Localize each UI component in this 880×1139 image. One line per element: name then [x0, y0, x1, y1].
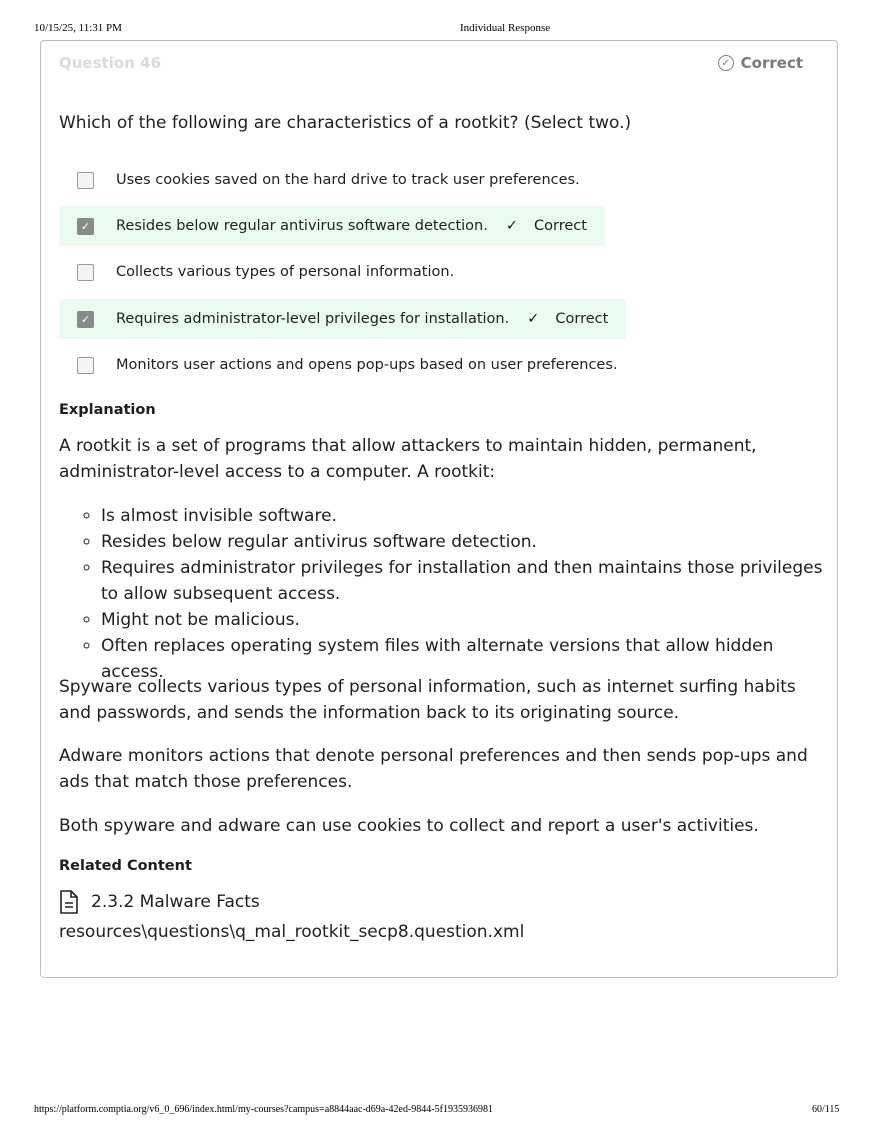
print-url: https://platform.comptia.org/v6_0_696/index.html/my-courses?campus=a8844aac-d69a-42ed-9844-5f1935936981 [34, 1104, 493, 1115]
option-feedback: Correct [534, 218, 587, 234]
page-number: 60/115 [812, 1104, 840, 1115]
print-datetime: 10/15/25, 11:31 PM [34, 22, 122, 34]
status-badge [718, 54, 803, 72]
option-feedback: Correct [555, 311, 609, 327]
checkbox-checked[interactable]: ✓ [77, 218, 94, 235]
option-label: Uses cookies saved on the hard drive to track user preferences. [116, 172, 580, 188]
option-label: Collects various types of personal information. [116, 264, 455, 280]
checkbox[interactable] [77, 172, 94, 189]
explanation-spyware: Spyware collects various types of personal information, such as internet surfing habits and passwords, and sends the information back to its originating source. [59, 677, 796, 723]
checkbox-checked[interactable]: ✓ [77, 311, 94, 328]
related-heading: Related Content [59, 858, 192, 874]
list-item: ◦ Is almost invisible software. [101, 503, 831, 529]
print-title: Individual Response [460, 22, 551, 34]
list-item: ◦ Requires administrator privileges for installation and then maintains those privileges to allow subsequent access. [101, 555, 831, 607]
explanation-heading: Explanation [59, 402, 156, 418]
explanation-adware: Adware monitors actions that denote personal preferences and then sends pop-ups and ads that match those preferences. [59, 746, 808, 792]
option-3[interactable] [59, 252, 472, 292]
list-item: ◦ Often replaces operating system files with alternate versions that allow hidden access. [101, 633, 831, 685]
question-number: Question 46 [59, 54, 161, 72]
document-icon [59, 889, 79, 915]
option-label: Resides below regular antivirus software detection. [116, 218, 488, 234]
explanation-intro: A rootkit is a set of programs that allow attackers to maintain hidden, permanent, administrator-level access to a computer. A rootkit: [59, 436, 757, 482]
checkmark-icon: ✓ [505, 218, 518, 234]
option-5[interactable] [59, 345, 636, 385]
option-1[interactable] [59, 160, 598, 200]
question-file-path: resources\questions\q_mal_rootkit_secp8.question.xml [59, 922, 525, 942]
option-label: Requires administrator-level privileges for installation. [116, 311, 510, 327]
question-text: Which of the following are characteristics of a rootkit? (Select two.) [59, 113, 632, 133]
explanation-cookies: Both spyware and adware can use cookies to collect and report a user's activities. [59, 816, 759, 836]
related-link-label[interactable]: 2.3.2 Malware Facts [91, 892, 260, 912]
checkbox[interactable] [77, 357, 94, 374]
explanation-list [77, 503, 831, 685]
question-card [40, 40, 838, 978]
checkbox[interactable] [77, 264, 94, 281]
option-2[interactable] [59, 206, 605, 246]
option-4[interactable] [59, 299, 626, 339]
status-label: Correct [740, 54, 803, 72]
list-item: ◦ Might not be malicious. [101, 607, 831, 633]
option-label: Monitors user actions and opens pop-ups based on user preferences. [116, 357, 618, 373]
check-circle-icon: ✓ [718, 55, 734, 71]
list-item: ◦ Resides below regular antivirus software detection. [101, 529, 831, 555]
checkmark-icon: ✓ [527, 311, 540, 327]
related-link[interactable] [59, 889, 260, 915]
